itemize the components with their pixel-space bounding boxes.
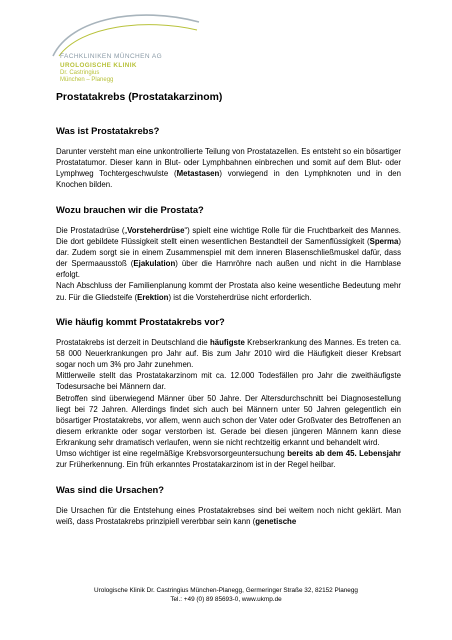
section-paragraph: Umso wichtiger ist eine regelmäßige Krebsvorsorgeuntersuchung bereits ab dem 45. Lebensjahr zur Früherkennung. Ein früh erkanntes Prostatakarzinom ist in der Regel heilbar. [56,449,401,470]
section-heading-frequency: Wie häufig kommt Prostatakrebs vor? [56,315,225,327]
section-paragraph: Prostatakrebs ist derzeit in Deutschland die häufigste Krebserkrankung des Mannes. Es treten ca. 58 000 Neuerkrankungen pro Jahr auf. Bis zum Jahr 2010 wird die Häufigkeit dieser Krebsart sogar noch um 3% pro Jahr zunehmen. [56,337,401,370]
document-body [56,92,401,527]
logo-company: FACHKLINIKEN MÜNCHEN AG [60,53,163,60]
section-paragraph: Darunter versteht man eine unkontrollierte Teilung von Prostatazellen. Es entsteht so ein bösartiger Prostatatumor. Dieser kann in Blut- oder Lymphbahnen einbrechen und somit auf dem Blut- oder Lymphweg Tochtergeschwulste (Metastasen) vorwiegend in den Lymphknoten und in den Knochen bilden. [56,147,401,190]
logo-location: München – Planegg [60,77,114,83]
section-paragraph: Nach Abschluss der Familienplanung kommt der Prostata also keine wesentliche Bedeutung mehr zu. Für die Gliedsteife (Erektion) ist die Vorsteherdrüse nicht erforderlich. [56,281,401,302]
section-heading-what: Was ist Prostatakrebs? [56,125,160,136]
section-paragraph: Mittlerweile stellt das Prostatakarzinom mit ca. 12.000 Todesfällen pro Jahr die zweithäufigste Todesursache bei Männern dar. [56,371,401,392]
logo-clinic: UROLOGISCHE KLINIK [60,62,137,69]
logo-doctor: Dr. Castringius [60,70,100,76]
footer-address: Urologische Klinik Dr. Castringius München-Planegg, Germeringer Straße 32, 82152 Planegg [94,587,358,594]
page-footer [0,586,452,604]
section-paragraph: Die Prostatadrüse („Vorsteherdrüse“) spielt eine wichtige Rolle für die Fruchtbarkeit des Mannes. Die dort gebildete Flüssigkeit stellt einen wesentlichen Bestandteil der Samenflüssigkeit (Sperma) dar. Zudem sorgt sie in einem Zusammenspiel mit dem inneren Blasenschließmuskel dafür, dass der Spermaausstoß (Ejakulation) über die Harnröhre nach außen und nicht in die Harnblase erfolgt. [56,225,401,280]
section-heading-causes: Was sind die Ursachen? [56,483,165,495]
footer-contact: Tel.: +49 (0) 89 85693-0, www.ukmp.de [170,596,282,604]
section-heading-purpose: Wozu brauchen wir die Prostata? [56,203,204,215]
section-paragraph: Die Ursachen für die Entstehung eines Prostatakrebses sind bei weitem noch nicht geklärt. Man weiß, dass Prostatakrebs prinzipiell vererbbar sein kann (genetische [56,505,401,526]
clinic-logo [47,10,207,84]
section-paragraph: Betroffen sind überwiegend Männer über 50 Jahre. Der Altersdurchschnitt bei Diagnosestellung liegt bei 72 Jahren. Allerdings findet sich auch bei Männern unter 50 Jahren gelegentlich ein bösartiger Prostatakrebs, vor allem, wenn auch schon der Vater oder Großvater des Betroffenen an diesem erkrankte oder sogar verstorben ist. Gerade bei diesen jüngeren Männern kann diese Erkrankung sehr dramatisch verlaufen, wenn sie nicht rechtzeitig erkannt und behandelt wird. [56,393,401,448]
page-title: Prostatakrebs (Prostatakarzinom) [56,92,223,103]
